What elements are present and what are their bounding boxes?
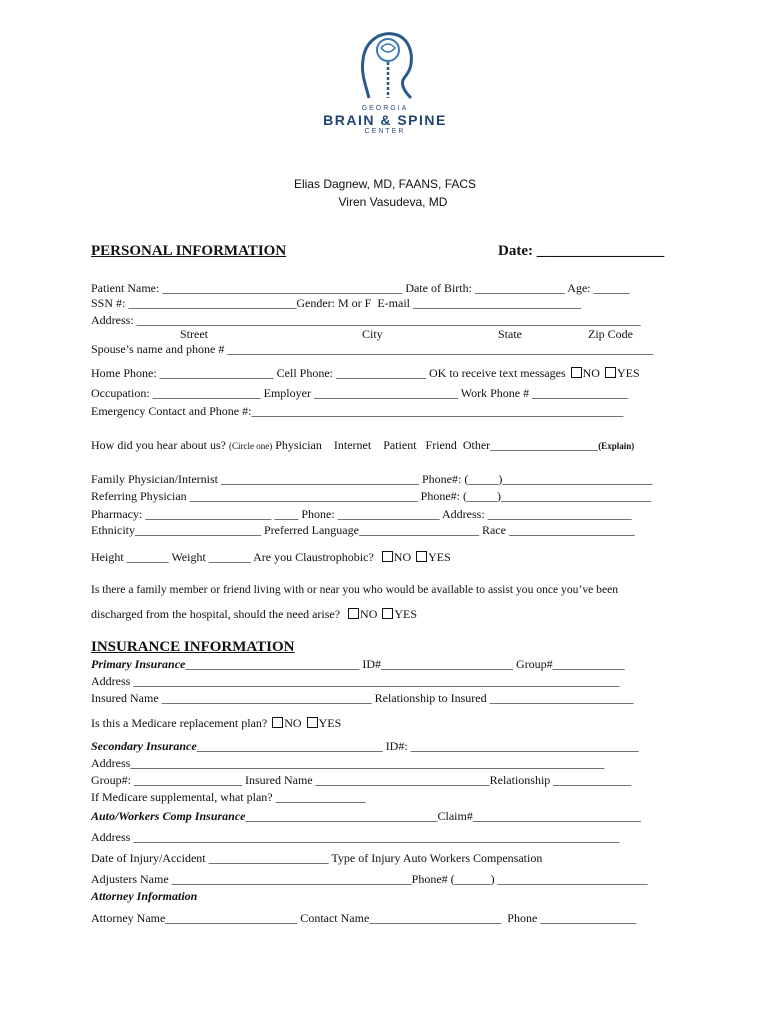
doctor-name-1: Elias Dagnew, MD, FAANS, FACS	[293, 177, 477, 191]
attorney-line[interactable]: Attorney Name______________________ Contact Name______________________ Phone ________________	[91, 911, 637, 925]
adjuster-line[interactable]: Adjusters Name ________________________________________Phone# (______) _________________________	[91, 872, 648, 886]
attorney-info-label: Attorney Information	[91, 889, 198, 903]
caregiver-question-text: discharged from the hospital, should the need arise?	[91, 607, 347, 621]
circle-one-note: (Circle one)	[228, 441, 273, 451]
ssn-line[interactable]: SSN #: ____________________________Gender: M or F E-mail ____________________________	[91, 296, 581, 310]
medicare-yes-label: YES	[318, 716, 342, 730]
insurance-info-heading: INSURANCE INFORMATION	[91, 639, 295, 655]
text-ok-no-checkbox[interactable]	[571, 367, 582, 378]
referral-options[interactable]: Physician Internet Patient Friend Other__________________	[272, 438, 599, 452]
caregiver-no-checkbox[interactable]	[348, 608, 359, 619]
phone-line-text[interactable]: Home Phone: ___________________ Cell Phone: _______________ OK to receive text messages	[91, 366, 569, 380]
address-street-label: Street	[180, 327, 208, 341]
injury-date-line[interactable]: Date of Injury/Accident ____________________ Type of Injury Auto Workers Compensation	[91, 851, 543, 865]
primary-address-line[interactable]: Address _________________________________________________________________________________	[91, 674, 620, 688]
medicare-no-checkbox[interactable]	[272, 717, 283, 728]
secondary-group-line[interactable]: Group#: __________________ Insured Name _____________________________Relationship _____________	[91, 773, 632, 787]
spouse-line[interactable]: Spouse’s name and phone # _______________________________________________________________________	[91, 342, 654, 356]
address-zip-label: Zip Code	[588, 327, 633, 341]
secondary-insurance-line	[91, 739, 639, 754]
phone-line	[91, 366, 640, 381]
caregiver-yes-label: YES	[394, 607, 418, 621]
medicare-no-label: NO	[284, 716, 305, 730]
medicare-supplemental-line[interactable]: If Medicare supplemental, what plan? _______________	[91, 790, 366, 804]
logo-top-text: GEORGIA	[361, 105, 409, 112]
claustrophobic-yes-checkbox[interactable]	[416, 551, 427, 562]
patient-name-line[interactable]: Patient Name: ________________________________________ Date of Birth: _______________ Age: ______	[91, 281, 630, 295]
brain-spine-logo-icon	[355, 28, 415, 104]
auto-insurance-line	[91, 809, 641, 824]
pharmacy-line[interactable]: Pharmacy: _____________________ ____ Phone: _________________ Address: ________________________	[91, 507, 632, 521]
ethnicity-line[interactable]: Ethnicity_____________________ Preferred Language____________________ Race _____________________	[91, 523, 635, 537]
secondary-insurance-fields[interactable]: _______________________________ ID#: ______________________________________	[196, 739, 639, 753]
caregiver-no-label: NO	[360, 607, 381, 621]
caregiver-question-line1: Is there a family member or friend living with or near you who would be available to assist you once you’ve been	[91, 583, 619, 596]
primary-insurance-line	[91, 657, 625, 672]
auto-address-line[interactable]: Address _________________________________________________________________________________	[91, 830, 620, 844]
emergency-contact-line[interactable]: Emergency Contact and Phone #:______________________________________________________________	[91, 404, 624, 418]
referring-physician-line[interactable]: Referring Physician ______________________________________ Phone#: (_____)_________________________	[91, 489, 651, 503]
auto-insurance-label: Auto/Workers Comp Insurance	[91, 809, 246, 823]
height-weight-line	[91, 550, 451, 565]
referral-source-line	[91, 438, 634, 453]
auto-insurance-fields[interactable]: ________________________________Claim#____________________________	[245, 809, 641, 823]
medicare-question-text: Is this a Medicare replacement plan?	[91, 716, 271, 730]
personal-info-heading: PERSONAL INFORMATION	[91, 243, 287, 259]
primary-insurance-fields[interactable]: _____________________________ ID#______________________ Group#____________	[185, 657, 625, 671]
claustrophobic-no-label: NO	[393, 550, 415, 564]
primary-insurance-label: Primary Insurance	[91, 657, 186, 671]
occupation-line[interactable]: Occupation: __________________ Employer ________________________ Work Phone # ________________	[91, 386, 629, 400]
claustrophobic-yes-label: YES	[428, 550, 451, 564]
caregiver-question-line2	[91, 607, 417, 622]
doctor-name-2: Viren Vasudeva, MD	[338, 195, 448, 209]
referral-question: How did you hear about us?	[91, 438, 229, 452]
claustrophobic-no-checkbox[interactable]	[382, 551, 393, 562]
address-line[interactable]: Address: ____________________________________________________________________________________	[91, 313, 641, 327]
date-field[interactable]: Date: _________________	[498, 243, 665, 259]
secondary-insurance-label: Secondary Insurance	[91, 739, 197, 753]
medicare-yes-checkbox[interactable]	[307, 717, 318, 728]
practice-logo	[320, 28, 450, 135]
height-weight-text[interactable]: Height _______ Weight _______ Are you Claustrophobic?	[91, 550, 380, 564]
address-city-label: City	[362, 327, 383, 341]
text-ok-no-label: NO	[582, 366, 603, 380]
medicare-question-line	[91, 716, 341, 731]
text-ok-yes-checkbox[interactable]	[605, 367, 616, 378]
secondary-address-line[interactable]: Address_______________________________________________________________________________	[91, 756, 605, 770]
text-ok-yes-label: YES	[616, 366, 640, 380]
primary-insured-line[interactable]: Insured Name ___________________________________ Relationship to Insured ________________________	[91, 691, 634, 705]
address-state-label: State	[498, 327, 522, 341]
family-physician-line[interactable]: Family Physician/Internist _________________________________ Phone#: (_____)_________________________	[91, 472, 653, 486]
logo-main-text: BRAIN & SPINE	[323, 112, 447, 128]
explain-note: (Explain)	[598, 441, 635, 451]
caregiver-yes-checkbox[interactable]	[382, 608, 393, 619]
logo-bottom-text: CENTER	[364, 128, 406, 135]
